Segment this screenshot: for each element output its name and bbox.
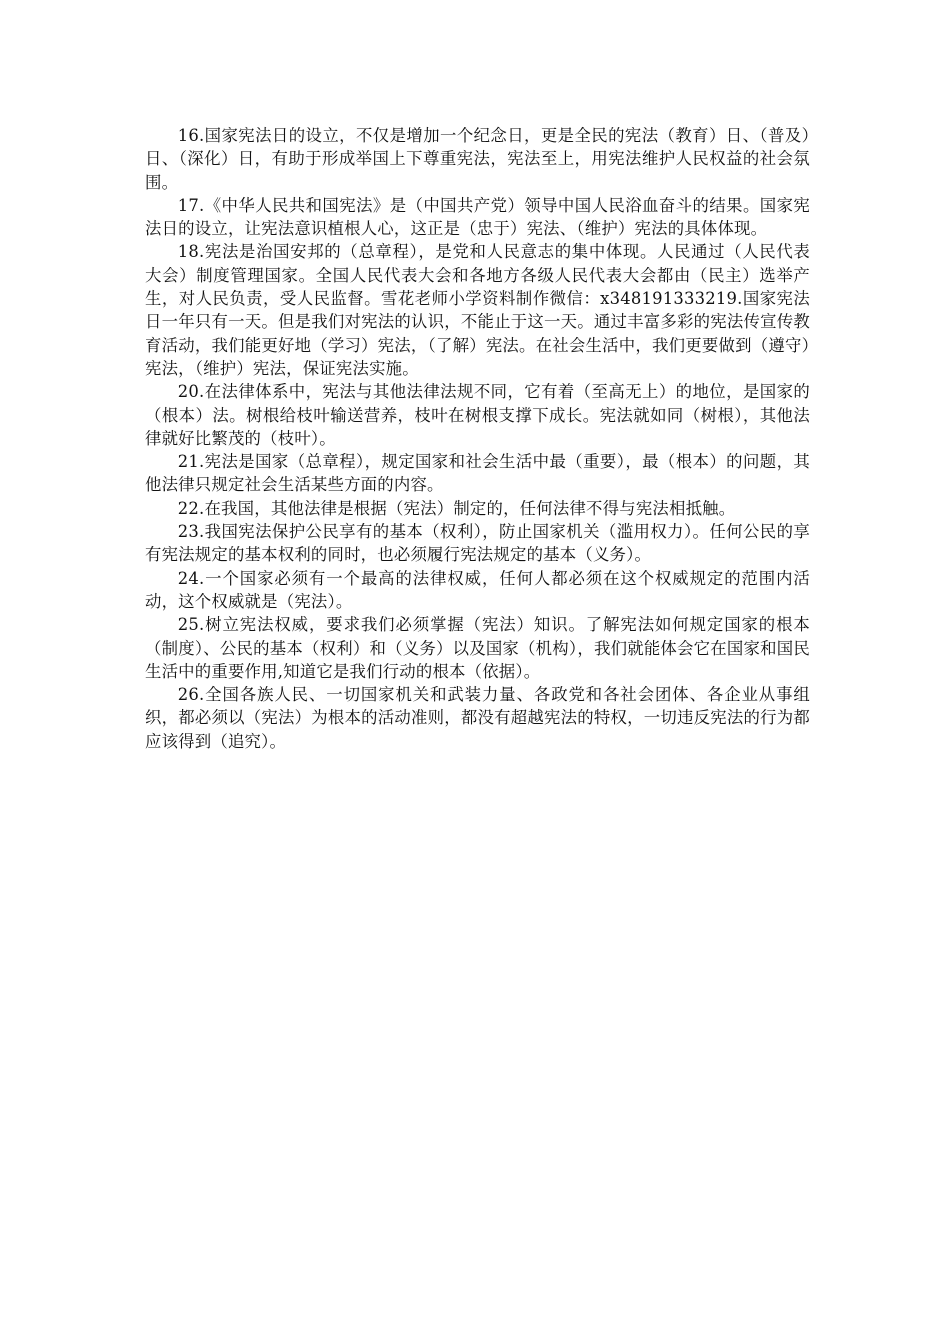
paragraph-26: 26.全国各族人民、一切国家机关和武装力量、各政党和各社会团体、各企业从事组织，都必须以（宪法）为根本的活动准则，都没有超越宪法的特权，一切违反宪法的行为都应该得到（追究）。: [145, 685, 810, 751]
paragraph-16: 16.国家宪法日的设立，不仅是增加一个纪念日，更是全民的宪法（教育）日、（普及）日、（深化）日，有助于形成举国上下尊重宪法，宪法至上，用宪法维护人民权益的社会氛围。: [145, 126, 810, 192]
paragraph-24: 24.一个国家必须有一个最高的法律权威，任何人都必须在这个权威规定的范围内活动，这个权威就是（宪法）。: [145, 568, 810, 611]
document-body: [145, 124, 810, 753]
paragraph-23: 23.我国宪法保护公民享有的基本（权利），防止国家机关（滥用权力）。任何公民的享有宪法规定的基本权利的同时，也必须履行宪法规定的基本（义务）。: [145, 522, 810, 565]
paragraph-18: 18.宪法是治国安邦的（总章程），是党和人民意志的集中体现。人民通过（人民代表大会）制度管理国家。全国人民代表大会和各地方各级人民代表大会都由（民主）选举产生，对人民负责，受人民监督。雪花老师小学资料制作微信：x348191333219.国家宪法日一年只有一天。但是我们对宪法的认识，不能止于这一天。通过丰富多彩的宪法传宣传教育活动，我们能更好地（学习）宪法，（了解）宪法。在社会生活中，我们更要做到（遵守）宪法，（维护）宪法，保证宪法实施。: [145, 242, 810, 378]
paragraph-22: 22.在我国，其他法律是根据（宪法）制定的，任何法律不得与宪法相抵触。: [177, 498, 736, 518]
paragraph-20: 20.在法律体系中，宪法与其他法律法规不同，它有着（至高无上）的地位，是国家的（根本）法。树根给枝叶输送营养，枝叶在树根支撑下成长。宪法就如同（树根），其他法律就好比繁茂的（枝叶）。: [145, 382, 810, 448]
paragraph-21: 21.宪法是国家（总章程），规定国家和社会生活中最（重要），最（根本）的问题，其他法律只规定社会生活某些方面的内容。: [145, 452, 810, 495]
paragraph-25: 25.树立宪法权威，要求我们必须掌握（宪法）知识。了解宪法如何规定国家的根本（制度）、公民的基本（权利）和（义务）以及国家（机构），我们就能体会它在国家和国民生活中的重要作用,知道它是我们行动的根本（依据）。: [145, 615, 810, 681]
paragraph-17: 17.《中华人民共和国宪法》是（中国共产党）领导中国人民浴血奋斗的结果。国家宪法日的设立，让宪法意识植根人心，这正是（忠于）宪法、（维护）宪法的具体体现。: [145, 195, 810, 239]
